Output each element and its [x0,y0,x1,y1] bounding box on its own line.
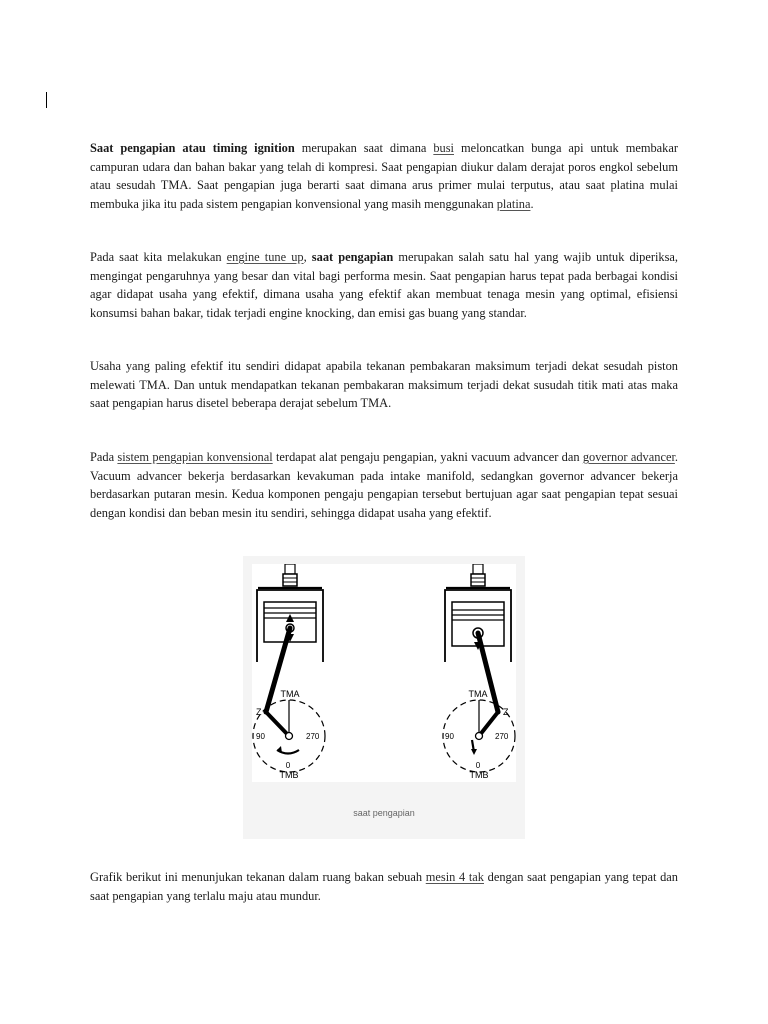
bold-term-saat-pengapian: saat pengapian [311,250,394,264]
paragraph-pengaju-pengapian [90,448,678,522]
link-governor-advancer[interactable]: governor advancer [582,450,675,464]
link-engine-tune-up[interactable]: engine tune up [226,250,304,264]
text-span: . Vacuum advancer bekerja berdasarkan kevakuman pada intake manifold, sedangkan governor advancer bekerja berdasarkan putaran mesin. Kedua komponen pengaju pengapian tersebut bertujuan agar saat pengapian tepat sesuai dengan kondisi dan beban mesin itu sendiri, sehingga didapat usaha yang efektif. [90,450,678,520]
text-span: . [530,196,534,211]
link-busi[interactable]: busi [433,141,454,155]
text-span: , [303,250,312,264]
text-span: Pada [90,450,118,464]
left-label-z: Z [256,707,262,717]
link-mesin-4-tak[interactable]: mesin 4 tak [425,870,484,884]
figure-saat-pengapian [243,556,525,839]
paragraph-timing-ignition [90,139,678,213]
paragraph-usaha-efektif: Usaha yang paling efektif itu sendiri didapat apabila tekanan pembakaran maksimum terjadi dekat sesudah piston melewati TMA. Dan untuk mendapatkan tekanan pembakaran maksimum terjadi dekat susudah titik mati atas maka saat pengapian harus disetel beberapa derajat sebelum TMA. [90,359,678,410]
piston-diagram-image [252,564,516,782]
left-label-0: 0 [285,761,291,770]
left-label-90: 90 [256,732,265,741]
right-label-z: Z [503,707,509,717]
text-span: terdapat alat pengaju pengapian, yakni vacuum advancer dan [272,450,583,464]
text-span: dengan saat pengapian yang tepat dan saat pengapian yang terlalu maju atau mundur. [90,870,678,903]
left-label-270: 270 [306,732,320,741]
text-span: Grafik berikut ini menunjukan tekanan dalam ruang bakan sebuah [90,870,426,884]
right-label-tma: TMA [468,689,488,699]
text-cursor [46,92,47,108]
left-label-tmb: TMB [279,770,299,780]
right-label-270: 270 [495,732,509,741]
right-label-tmb: TMB [469,770,489,780]
piston-crank-diagram [252,564,516,782]
figure-caption: saat pengapian [353,808,415,818]
text-span: merupakan saat dimana [294,141,434,155]
link-sistem-pengapian-konvensional[interactable]: sistem pengapian konvensional [117,450,273,464]
right-label-90: 90 [445,732,454,741]
right-label-0: 0 [475,761,481,770]
bold-term-timing-ignition: Saat pengapian atau timing ignition [90,141,295,155]
paragraph-grafik-tekanan [90,868,678,905]
text-span: meloncatkan bunga api untuk membakar campuran udara dan bahan bakar yang telah di kompresi. Saat pengapian diukur dalam derajat poros engkol sebelum atau sesudah TMA. Saat pengapian juga berarti saat dimana arus primer mulai terputus, atau saat platina mulai membuka jika itu pada sistem pengapian konvensional yang masih menggunakan [90,141,678,211]
text-span: merupakan salah satu hal yang wajib untuk diperiksa, mengingat pengaruhnya yang besar dan vital bagi performa mesin. Saat pengapian harus tepat pada berbagai kondisi agar didapat usaha yang efektif, dimana usaha yang efektif akan membuat tenaga mesin yang optimal, efisiensi konsumsi bahan bakar, tidak terjadi engine knocking, dan emisi gas buang yang standar. [90,250,679,320]
link-platina[interactable]: platina [496,196,531,211]
text-span: Pada saat kita melakukan [90,250,227,264]
paragraph-engine-tune-up [90,248,678,322]
left-label-tma: TMA [280,689,300,699]
